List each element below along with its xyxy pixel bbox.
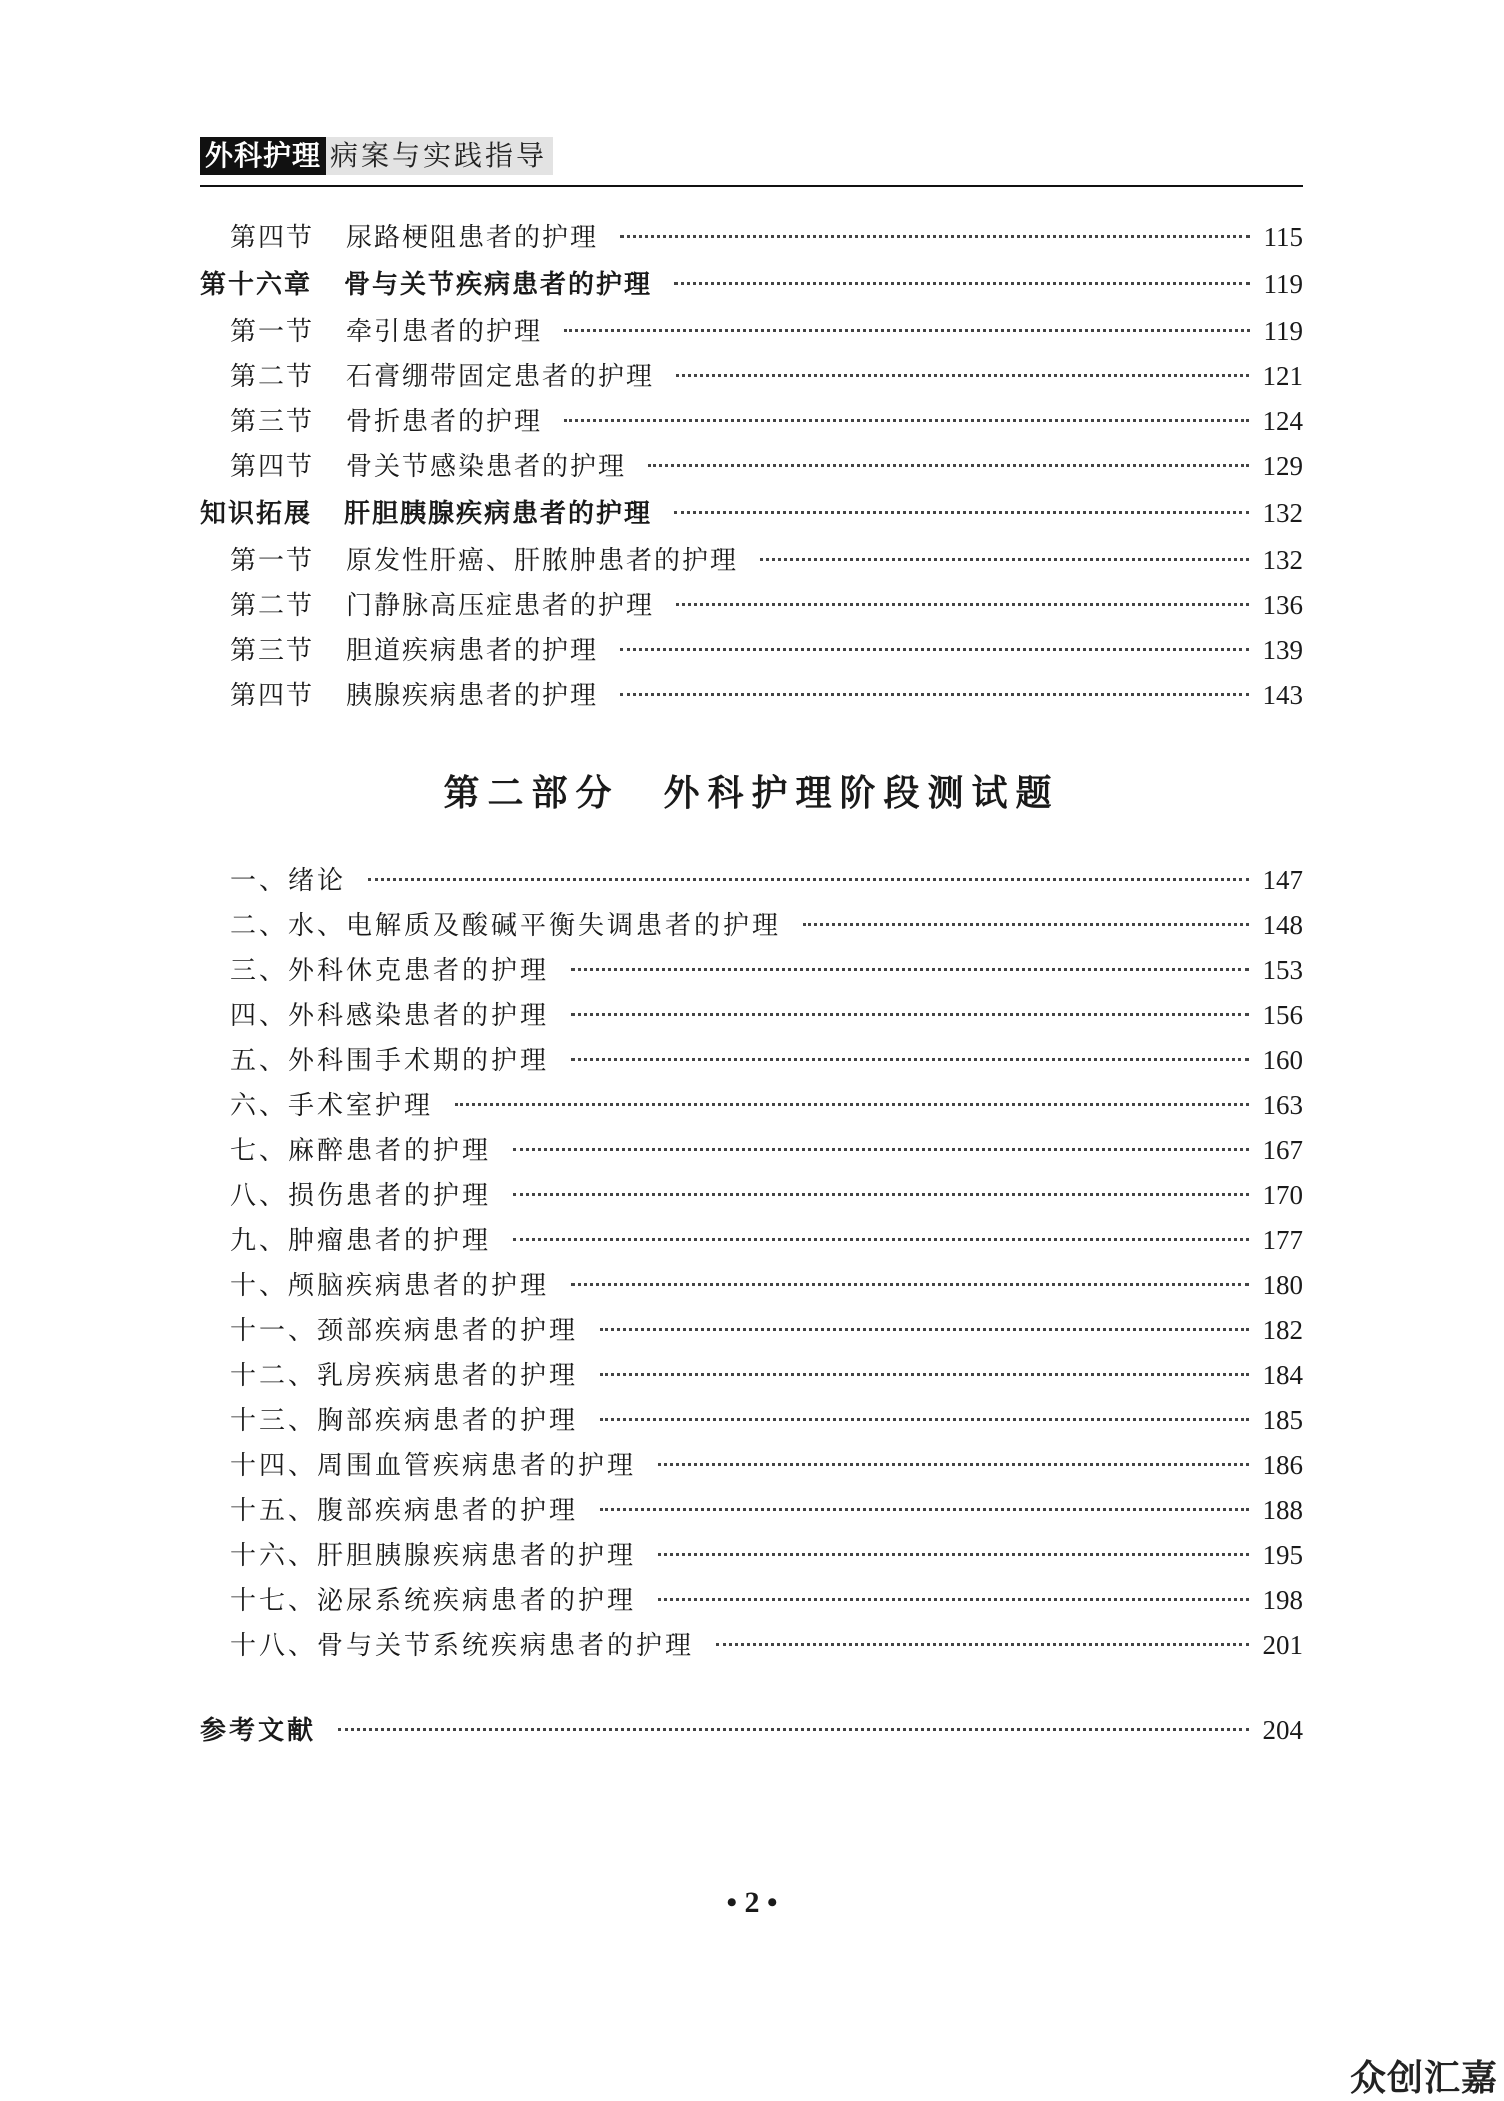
dot-leader	[571, 1013, 1248, 1016]
header-highlight: 外科护理	[200, 137, 326, 175]
dot-leader	[513, 1238, 1248, 1241]
entry-title: 十八、骨与关节系统疾病患者的护理	[230, 1631, 695, 1661]
dot-leader	[338, 1728, 1248, 1731]
toc-entry[interactable]	[200, 354, 1303, 399]
toc-entry[interactable]	[200, 1218, 1303, 1263]
toc-entry[interactable]	[200, 1038, 1303, 1083]
running-header	[200, 137, 553, 175]
entry-page: 129	[1262, 451, 1303, 481]
toc-part1	[200, 215, 1303, 718]
part-heading	[200, 765, 1303, 816]
entry-page: 188	[1262, 1495, 1303, 1525]
chapter-label: 第十六章	[200, 270, 313, 300]
toc-entry[interactable]	[200, 628, 1303, 673]
dot-leader	[716, 1643, 1248, 1646]
entry-label: 第二节	[230, 362, 315, 392]
entry-page: 132	[1262, 545, 1303, 575]
toc-entry[interactable]	[200, 993, 1303, 1038]
toc-entry[interactable]	[200, 1398, 1303, 1443]
dot-leader	[658, 1463, 1248, 1466]
toc-entry[interactable]	[200, 1308, 1303, 1353]
toc-entry[interactable]	[200, 858, 1303, 903]
entry-title: 十四、周围血管疾病患者的护理	[230, 1451, 637, 1481]
dot-leader	[600, 1373, 1248, 1376]
entry-page: 186	[1262, 1450, 1303, 1480]
toc-entry[interactable]	[200, 444, 1303, 489]
references-page: 204	[1262, 1715, 1303, 1745]
dot-leader	[760, 558, 1248, 561]
entry-label: 第一节	[230, 317, 315, 347]
entry-page: 184	[1262, 1360, 1303, 1390]
entry-title: 骨关节感染患者的护理	[346, 452, 627, 482]
entry-title: 十、颅脑疾病患者的护理	[230, 1271, 550, 1301]
entry-title: 胰腺疾病患者的护理	[346, 681, 599, 711]
entry-label: 第三节	[230, 636, 315, 666]
entry-page: 156	[1262, 1000, 1303, 1030]
entry-page: 180	[1262, 1270, 1303, 1300]
toc-entry[interactable]	[200, 1173, 1303, 1218]
dot-leader	[564, 329, 1249, 332]
chapter-title: 骨与关节疾病患者的护理	[344, 270, 653, 300]
dot-leader	[571, 1058, 1248, 1061]
entry-title: 一、绪论	[230, 866, 347, 896]
entry-title: 四、外科感染患者的护理	[230, 1001, 550, 1031]
toc-references[interactable]	[200, 1708, 1303, 1753]
toc-entry[interactable]	[200, 1128, 1303, 1173]
entry-title: 六、手术室护理	[230, 1091, 434, 1121]
toc-chapter[interactable]	[200, 260, 1303, 309]
entry-page: 170	[1262, 1180, 1303, 1210]
entry-page: 153	[1262, 955, 1303, 985]
toc-entry[interactable]	[200, 1083, 1303, 1128]
entry-title: 门静脉高压症患者的护理	[346, 591, 655, 621]
entry-page: 143	[1262, 680, 1303, 710]
entry-title: 十一、颈部疾病患者的护理	[230, 1316, 579, 1346]
entry-title: 七、麻醉患者的护理	[230, 1136, 492, 1166]
entry-page: 136	[1262, 590, 1303, 620]
toc-entry[interactable]	[200, 1623, 1303, 1668]
part-label: 第二部分	[443, 773, 620, 814]
entry-title: 胆道疾病患者的护理	[346, 636, 599, 666]
dot-leader	[564, 419, 1248, 422]
entry-title: 八、损伤患者的护理	[230, 1181, 492, 1211]
dot-leader	[658, 1598, 1248, 1601]
toc-entry[interactable]	[200, 1443, 1303, 1488]
dot-leader	[648, 464, 1248, 467]
dot-leader	[674, 511, 1248, 514]
toc-part2	[200, 858, 1303, 1668]
dot-leader	[620, 235, 1249, 238]
toc-entry[interactable]	[200, 1578, 1303, 1623]
entry-page: 139	[1262, 635, 1303, 665]
dot-leader	[368, 878, 1248, 881]
toc-entry[interactable]	[200, 538, 1303, 583]
dot-leader	[803, 923, 1248, 926]
entry-page: 177	[1262, 1225, 1303, 1255]
entry-label: 第四节	[230, 223, 315, 253]
entry-label: 第一节	[230, 546, 315, 576]
toc-entry[interactable]	[200, 583, 1303, 628]
dot-leader	[600, 1418, 1248, 1421]
entry-page: 119	[1263, 316, 1303, 346]
toc-entry[interactable]	[200, 1488, 1303, 1533]
toc-entry[interactable]	[200, 1263, 1303, 1308]
entry-page: 148	[1262, 910, 1303, 940]
entry-page: 201	[1262, 1630, 1303, 1660]
dot-leader	[620, 693, 1248, 696]
toc-entry[interactable]	[200, 1533, 1303, 1578]
entry-title: 十二、乳房疾病患者的护理	[230, 1361, 579, 1391]
entry-page: 198	[1262, 1585, 1303, 1615]
entry-page: 160	[1262, 1045, 1303, 1075]
toc-chapter[interactable]	[200, 489, 1303, 538]
toc-entry[interactable]	[200, 1353, 1303, 1398]
dot-leader	[571, 968, 1248, 971]
entry-title: 牵引患者的护理	[346, 317, 543, 347]
dot-leader	[658, 1553, 1248, 1556]
entry-title: 九、肿瘤患者的护理	[230, 1226, 492, 1256]
references-label: 参考文献	[200, 1716, 317, 1746]
entry-page: 147	[1262, 865, 1303, 895]
toc-entry[interactable]	[200, 903, 1303, 948]
header-rule	[200, 185, 1303, 187]
entry-title: 二、水、电解质及酸碱平衡失调患者的护理	[230, 911, 782, 941]
entry-page: 182	[1262, 1315, 1303, 1345]
entry-page: 124	[1262, 406, 1303, 436]
toc-entry[interactable]	[200, 215, 1303, 260]
entry-title: 十六、肝胆胰腺疾病患者的护理	[230, 1541, 637, 1571]
chapter-title: 肝胆胰腺疾病患者的护理	[344, 499, 653, 529]
dot-leader	[571, 1283, 1248, 1286]
entry-title: 尿路梗阻患者的护理	[346, 223, 599, 253]
toc-entry[interactable]	[200, 309, 1303, 354]
chapter-label: 知识拓展	[200, 499, 313, 529]
entry-title: 石膏绷带固定患者的护理	[346, 362, 655, 392]
entry-title: 十三、胸部疾病患者的护理	[230, 1406, 579, 1436]
entry-label: 第三节	[230, 407, 315, 437]
entry-label: 第四节	[230, 681, 315, 711]
chapter-page: 132	[1262, 498, 1303, 528]
entry-page: 121	[1262, 361, 1303, 391]
entry-page: 163	[1262, 1090, 1303, 1120]
dot-leader	[600, 1328, 1248, 1331]
entry-title: 十五、腹部疾病患者的护理	[230, 1496, 579, 1526]
entry-label: 第四节	[230, 452, 315, 482]
dot-leader	[513, 1193, 1248, 1196]
dot-leader	[455, 1103, 1248, 1106]
entry-title: 原发性肝癌、肝脓肿患者的护理	[346, 546, 739, 576]
entry-title: 骨折患者的护理	[346, 407, 543, 437]
dot-leader	[676, 603, 1248, 606]
dot-leader	[513, 1148, 1248, 1151]
dot-leader	[676, 374, 1248, 377]
header-subtitle: 病案与实践指导	[326, 137, 553, 175]
entry-page: 115	[1263, 222, 1303, 252]
entry-title: 五、外科围手术期的护理	[230, 1046, 550, 1076]
toc-entry[interactable]	[200, 948, 1303, 993]
references-section	[200, 1708, 1303, 1753]
entry-title: 十七、泌尿系统疾病患者的护理	[230, 1586, 637, 1616]
dot-leader	[620, 648, 1248, 651]
page-number: • 2 •	[726, 1886, 778, 1919]
entry-page: 185	[1262, 1405, 1303, 1435]
entry-title: 三、外科休克患者的护理	[230, 956, 550, 986]
chapter-page: 119	[1263, 269, 1303, 299]
dot-leader	[674, 282, 1249, 285]
toc-entry[interactable]	[200, 399, 1303, 444]
dot-leader	[600, 1508, 1248, 1511]
entry-label: 第二节	[230, 591, 315, 621]
toc-entry[interactable]	[200, 673, 1303, 718]
entry-page: 167	[1262, 1135, 1303, 1165]
part-title: 外科护理阶段测试题	[663, 773, 1060, 814]
entry-page: 195	[1262, 1540, 1303, 1570]
watermark-logo: 众创汇嘉	[1349, 2058, 1498, 2099]
